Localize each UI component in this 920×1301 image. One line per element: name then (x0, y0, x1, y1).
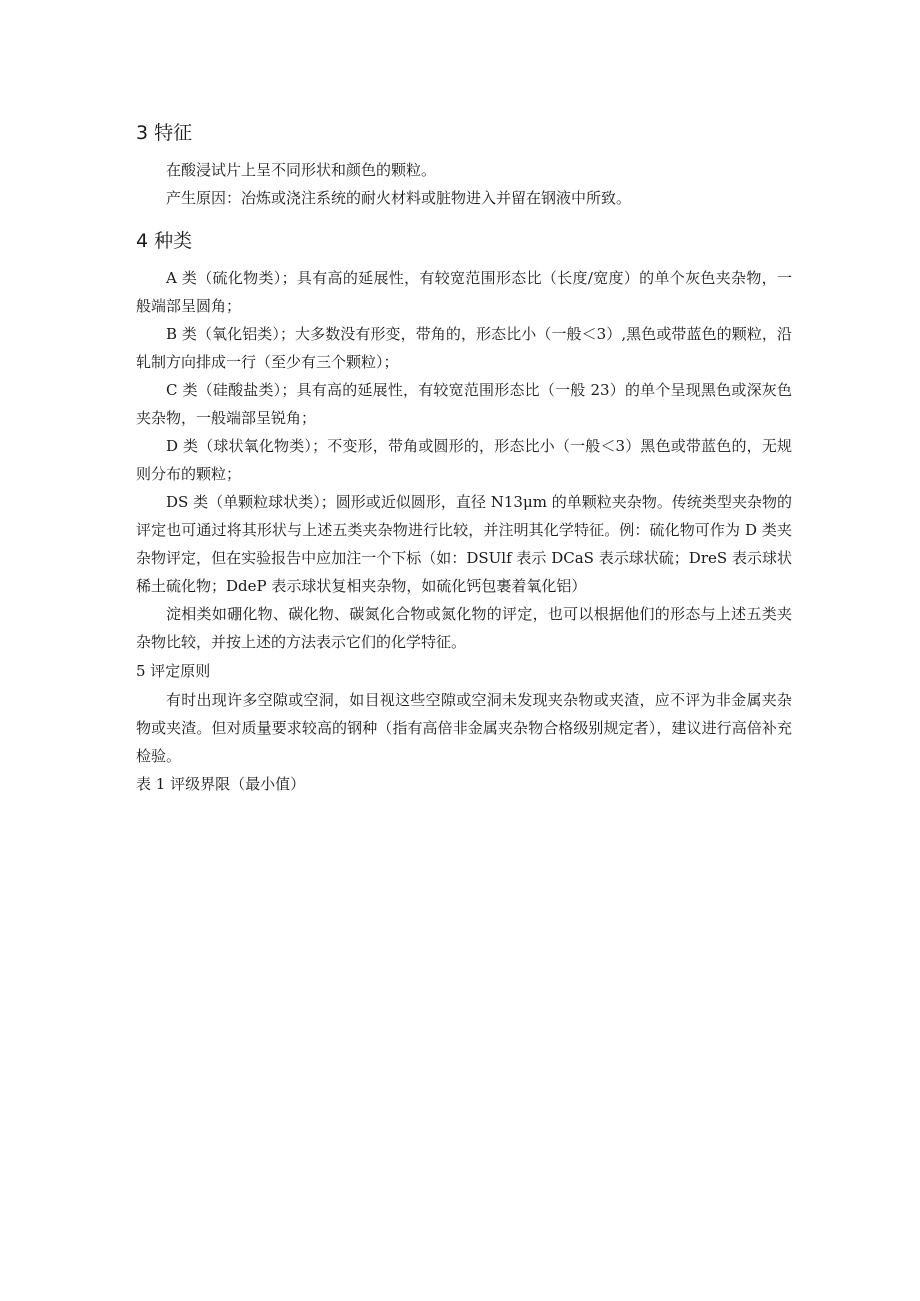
section-3-body (136, 156, 792, 212)
section-3-paragraph: 产生原因：冶炼或浇注系统的耐火材料或脏物进入并留在钢液中所致。 (166, 189, 632, 207)
inclusion-type-b: B 类（氧化铝类）；大多数没有形变，带角的，形态比小（一般＜3）,黑色或带蓝色的颗粒，沿轧制方向排成一行（至少有三个颗粒）； (136, 325, 792, 371)
table-caption: 表 1 评级界限（最小值） (136, 775, 306, 793)
section-3-heading: 3 特征 (136, 122, 193, 144)
section-5-body (136, 686, 792, 798)
section-4-body (136, 264, 792, 656)
inclusion-type-ds: DS 类（单颗粒球状类）；圆形或近似圆形，直径 N13μm 的单颗粒夹杂物。传统类型夹杂物的评定也可通过将其形状与上述五类夹杂物进行比较，并注明其化学特征。例：硫化物可作为 D 类夹杂物评定，但在实验报告中应加注一个下标（如：DSUlf 表示 DCaS 表示球状硫；DreS 表示球状稀土硫化物；DdeP 表示球状复相夹杂物，如硫化钙包裹着氧化铝） (136, 493, 792, 595)
inclusion-type-d: D 类（球状氧化物类）；不变形，带角或圆形的，形态比小（一般＜3）黑色或带蓝色的，无规则分布的颗粒； (136, 437, 792, 483)
precipitate-note: 淀相类如硼化物、碳化物、碳氮化合物或氮化物的评定，也可以根据他们的形态与上述五类夹杂物比较，并按上述的方法表示它们的化学特征。 (136, 605, 792, 651)
section-5-paragraph: 有时出现许多空隙或空洞，如目视这些空隙或空洞未发现夹杂物或夹渣，应不评为非金属夹杂物或夹渣。但对质量要求较高的钢种（指有高倍非金属夹杂物合格级别规定者），建议进行高倍补充检验。 (136, 691, 792, 765)
section-5-heading: 5 评定原则 (136, 662, 211, 680)
inclusion-type-c: C 类（硅酸盐类）；具有高的延展性，有较宽范围形态比（一般 23）的单个呈现黑色或深灰色夹杂物，一般端部呈锐角； (136, 381, 792, 427)
inclusion-type-a: A 类（硫化物类）；具有高的延展性，有较宽范围形态比（长度/宽度）的单个灰色夹杂物，一般端部呈圆角； (136, 269, 792, 315)
section-3-paragraph: 在酸浸试片上呈不同形状和颜色的颗粒。 (166, 161, 437, 179)
section-4-heading: 4 种类 (136, 230, 193, 252)
document-page (136, 112, 792, 798)
